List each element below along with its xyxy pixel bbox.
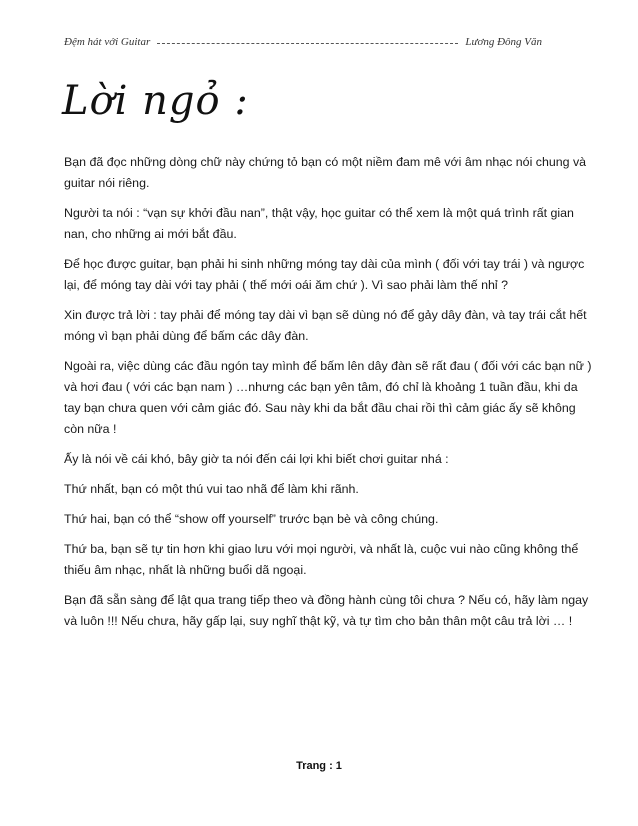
paragraph: Xin được trả lời : tay phải để móng tay dài vì bạn sẽ dùng nó để gảy dây đàn, và tay trái cắt hết móng vì bạn phải dùng để bấm các dây đàn. — [64, 308, 587, 343]
paragraph: Ngoài ra, việc dùng các đầu ngón tay mình để bấm lên dây đàn sẽ rất đau ( đối với các bạn nữ ) và hơi đau ( với các bạn nam ) …nhưng các bạn yên tâm, đó chỉ là khoảng 1 tuần đầu, khi da tay bạn chưa quen với cảm giác đó. Sau này khi da bắt đầu chai rồi thì cảm giác ấy sẽ không còn nữa ! — [64, 359, 592, 436]
paragraph: Người ta nói : “vạn sự khởi đầu nan”, thật vậy, học guitar có thể xem là một quá trình rất gian nan, cho những ai mới bắt đầu. — [64, 206, 574, 241]
paragraph: Thứ ba, bạn sẽ tự tin hơn khi giao lưu với mọi người, và nhất là, cuộc vui nào cũng không thể thiếu âm nhạc, nhất là những buổi dã ngoại. — [64, 542, 579, 577]
paragraph: Thứ nhất, bạn có một thú vui tao nhã để làm khi rãnh. — [64, 482, 359, 496]
header-dotted-leader — [157, 43, 458, 44]
paragraph: Thứ hai, bạn có thể “show off yourself” trước bạn bè và công chúng. — [64, 512, 439, 526]
header-author: Lương Đông Văn — [465, 36, 542, 48]
paragraph: Ấy là nói về cái khó, bây giờ ta nói đến cái lợi khi biết chơi guitar nhá : — [64, 452, 449, 466]
header-book-title: Đệm hát với Guitar — [64, 36, 151, 48]
paragraph: Bạn đã đọc những dòng chữ này chứng tỏ bạn có một niềm đam mê với âm nhạc nói chung và guitar nói riêng. — [64, 155, 587, 190]
page-title: Lời ngỏ : — [62, 78, 249, 124]
body-text — [64, 152, 596, 641]
paragraph: Bạn đã sẵn sàng để lật qua trang tiếp theo và đồng hành cùng tôi chưa ? Nếu có, hãy làm ngay và luôn !!! Nếu chưa, hãy gấp lại, suy nghĩ thật kỹ, và tự tìm cho bản thân một câu trả lời … ! — [64, 593, 589, 628]
paragraph: Để học được guitar, bạn phải hi sinh những móng tay dài của mình ( đối với tay trái ) và ngược lại, để móng tay dài với tay phải ( thế mới oái ăm chứ ). Vì sao phải làm thế nhỉ ? — [64, 257, 585, 292]
page-number: Trang : 1 — [296, 760, 342, 772]
page-header — [64, 36, 542, 48]
